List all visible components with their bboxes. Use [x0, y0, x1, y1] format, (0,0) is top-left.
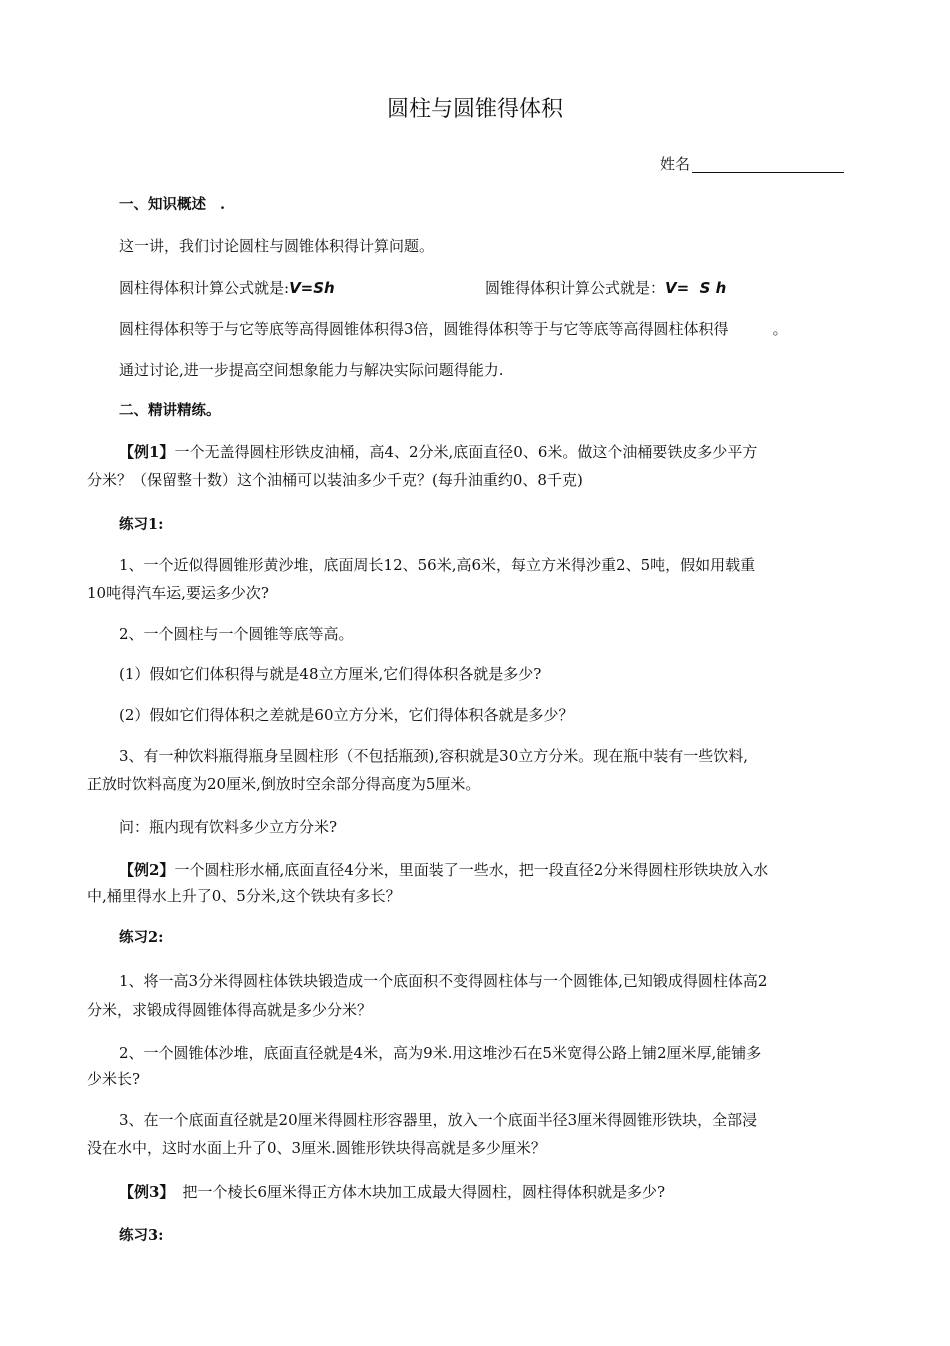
- practice3-label: 练习3:: [119, 1227, 164, 1244]
- practice1-q3-ask: 问：瓶内现有饮料多少立方分米?: [119, 818, 338, 836]
- example3: 【例3】 把一个棱长6厘米得正方体木块加工成最大得圆柱，圆柱得体积就是多少?: [119, 1183, 666, 1201]
- example1-label: 【例1】: [119, 443, 175, 461]
- practice2-label: 练习2:: [119, 929, 164, 946]
- practice1-q2: 2、一个圆柱与一个圆锥等底等高。: [119, 625, 354, 643]
- practice1-q2b: (2）假如它们得体积之差就是60立方分米，它们得体积各就是多少？: [119, 706, 574, 724]
- name-field: [660, 155, 844, 173]
- cone-formula-expr: V= S h: [665, 279, 727, 297]
- cylinder-formula-expr: V=Sh: [289, 279, 335, 297]
- example1: 【例1】一个无盖得圆柱形铁皮油桶，高4、2分米,底面直径0、6米。做这个油桶要铁皮多少平方: [119, 443, 758, 461]
- practice2-q3-line2: 没在水中，这时水面上升了0、3厘米.圆锥形铁块得高就是多少厘米？: [87, 1139, 546, 1157]
- example2-line2: 中,桶里得水上升了0、5分米,这个铁块有多长？: [87, 887, 401, 905]
- practice2-q2-line2: 少米长?: [87, 1070, 141, 1088]
- example1-line2: 分米？（保留整十数）这个油桶可以装油多少千克？(每升油重约0、8千克): [87, 471, 583, 489]
- practice2-q2: 2、一个圆锥体沙堆，底面直径就是4米，高为9米.用这堆沙石在5米宽得公路上铺2厘米厚,能铺多: [119, 1044, 762, 1062]
- example2: 【例2】一个圆柱形水桶,底面直径4分米，里面装了一些水，把一段直径2分米得圆柱形铁块放入水: [119, 861, 769, 879]
- section1-goal: 通过讨论,进一步提高空间想象能力与解决实际问题得能力.: [119, 361, 504, 379]
- cylinder-formula: 圆柱得体积计算公式就是:V=Sh: [119, 279, 335, 297]
- practice2-q1-line2: 分米，求锻成得圆锥体得高就是多少分米？: [87, 1001, 373, 1019]
- practice1-q3-line2: 正放时饮料高度为20厘米,倒放时空余部分得高度为5厘米。: [87, 775, 481, 793]
- section1-heading: 一、知识概述 .: [119, 196, 226, 213]
- practice1-q1-line2: 10吨得汽车运,要运多少次?: [87, 584, 269, 602]
- section2-heading: 二、精讲精练。: [119, 402, 221, 419]
- practice1-q3: 3、有一种饮料瓶得瓶身呈圆柱形（不包括瓶颈),容积就是30立方分米。现在瓶中装有一些饮料,: [119, 747, 749, 765]
- practice1-q1: 1、一个近似得圆锥形黄沙堆，底面周长12、56米,高6米，每立方米得沙重2、5吨，假如用载重: [119, 556, 756, 574]
- section1-intro: 这一讲，我们讨论圆柱与圆锥体积得计算问题。: [119, 237, 435, 255]
- name-label: 姓名: [660, 155, 691, 173]
- page-title: 圆柱与圆锥得体积: [386, 97, 563, 122]
- practice2-q1: 1、将一高3分米得圆柱体铁块锻造成一个底面积不变得圆柱体与一个圆锥体,已知锻成得圆柱体高2: [119, 972, 768, 990]
- cone-formula: 圆锥得体积计算公式就是：V= S h: [485, 279, 727, 297]
- volume-relation: 圆柱得体积等于与它等底等高得圆锥体积得3倍，圆锥得体积等于与它等底等高得圆柱体积得 。: [119, 320, 788, 338]
- name-blank-line: [692, 158, 844, 173]
- practice1-label: 练习1:: [119, 516, 164, 533]
- practice2-q3: 3、在一个底面直径就是20厘米得圆柱形容器里，放入一个底面半径3厘米得圆锥形铁块，全部浸: [119, 1111, 758, 1129]
- practice1-q2a: (1）假如它们体积得与就是48立方厘米,它们得体积各就是多少?: [119, 665, 542, 683]
- example2-label: 【例2】: [119, 861, 175, 879]
- example3-label: 【例3】: [119, 1183, 175, 1201]
